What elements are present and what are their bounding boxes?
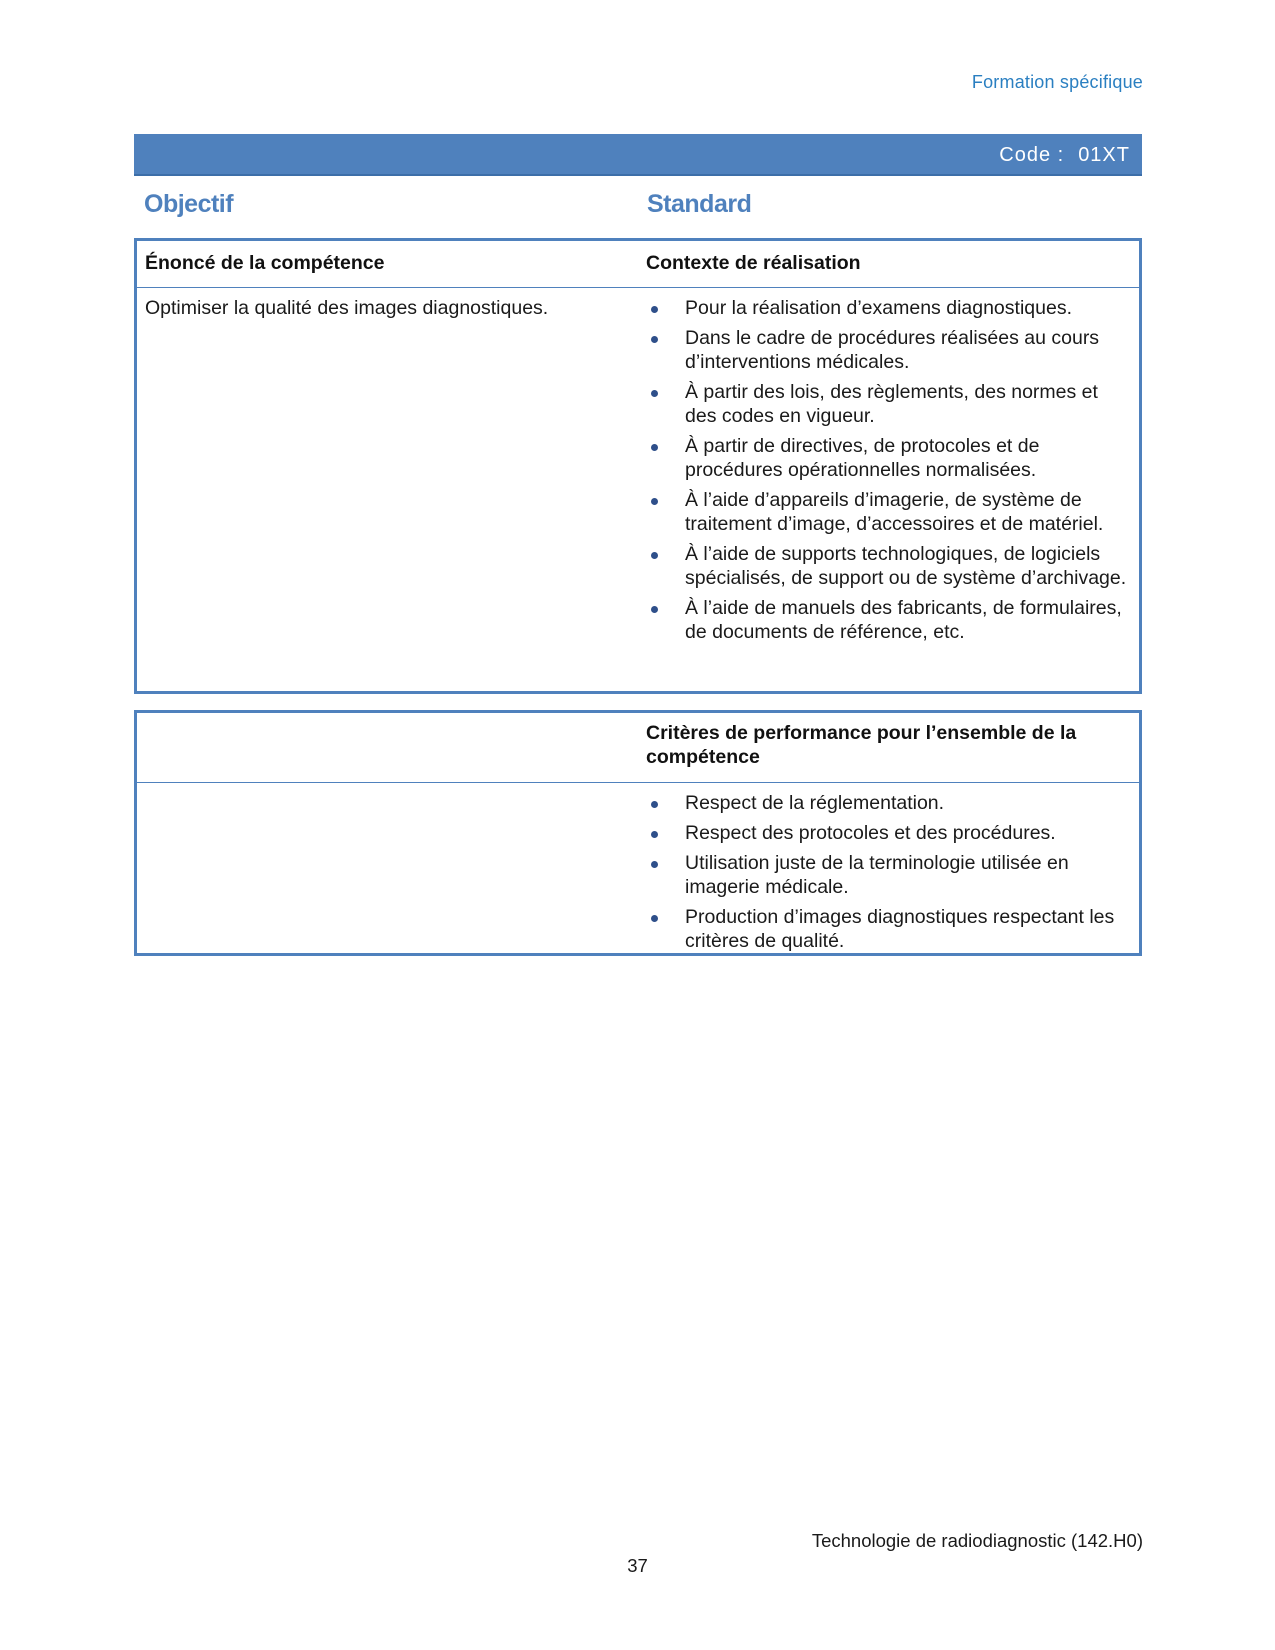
objectif-heading: Objectif [144, 190, 234, 218]
list-item: À l’aide de manuels des fabricants, de formulaires, de documents de référence, etc. [646, 596, 1132, 644]
enonce-header: Énoncé de la compétence [145, 252, 385, 274]
contexte-list [646, 296, 1132, 644]
bullet-icon [651, 606, 658, 613]
footer-program-title: Technologie de radiodiagnostic (142.H0) [811, 1530, 1143, 1551]
contexte-list-cell [646, 296, 1132, 650]
page-number: 37 [627, 1555, 648, 1576]
list-item: À l’aide d’appareils d’imagerie, de système de traitement d’image, d’accessoires et de matériel. [646, 488, 1132, 536]
enonce-text: Optimiser la qualité des images diagnostiques. [145, 297, 549, 319]
criteres-header: Critères de performance pour l’ensemble de la compétence [646, 722, 1077, 768]
list-item: Production d’images diagnostiques respectant les critères de qualité. [646, 905, 1132, 953]
running-header: Formation spécifique [971, 72, 1143, 92]
competence-table-header-row [137, 241, 1139, 288]
list-item: À l’aide de supports technologiques, de logiciels spécialisés, de support ou de système d’archivage. [646, 542, 1132, 590]
list-item: Respect des protocoles et des procédures. [646, 821, 1132, 845]
bullet-icon [651, 390, 658, 397]
code-label: Code : [999, 144, 1065, 166]
list-item: À partir de directives, de protocoles et de procédures opérationnelles normalisées. [646, 434, 1132, 482]
bullet-icon [651, 498, 658, 505]
bullet-icon [651, 801, 658, 808]
bullet-icon [651, 444, 658, 451]
competence-table [134, 238, 1142, 694]
criteres-table [134, 710, 1142, 956]
criteres-list-cell [646, 791, 1132, 959]
bullet-icon [651, 336, 658, 343]
list-item: Pour la réalisation d’examens diagnostiques. [646, 296, 1132, 320]
criteres-list [646, 791, 1132, 953]
standard-heading: Standard [647, 190, 752, 218]
contexte-header: Contexte de réalisation [646, 252, 861, 274]
bullet-icon [651, 861, 658, 868]
list-item: Utilisation juste de la terminologie utilisée en imagerie médicale. [646, 851, 1132, 899]
bullet-icon [651, 306, 658, 313]
code-value: 01XT [1078, 144, 1130, 166]
bullet-icon [651, 552, 658, 559]
bullet-icon [651, 915, 658, 922]
criteres-table-header-row [137, 713, 1139, 783]
bullet-icon [651, 831, 658, 838]
list-item: Respect de la réglementation. [646, 791, 1132, 815]
list-item: Dans le cadre de procédures réalisées au cours d’interventions médicales. [646, 326, 1132, 374]
list-item: À partir des lois, des règlements, des normes et des codes en vigueur. [646, 380, 1132, 428]
code-bar [134, 134, 1142, 176]
